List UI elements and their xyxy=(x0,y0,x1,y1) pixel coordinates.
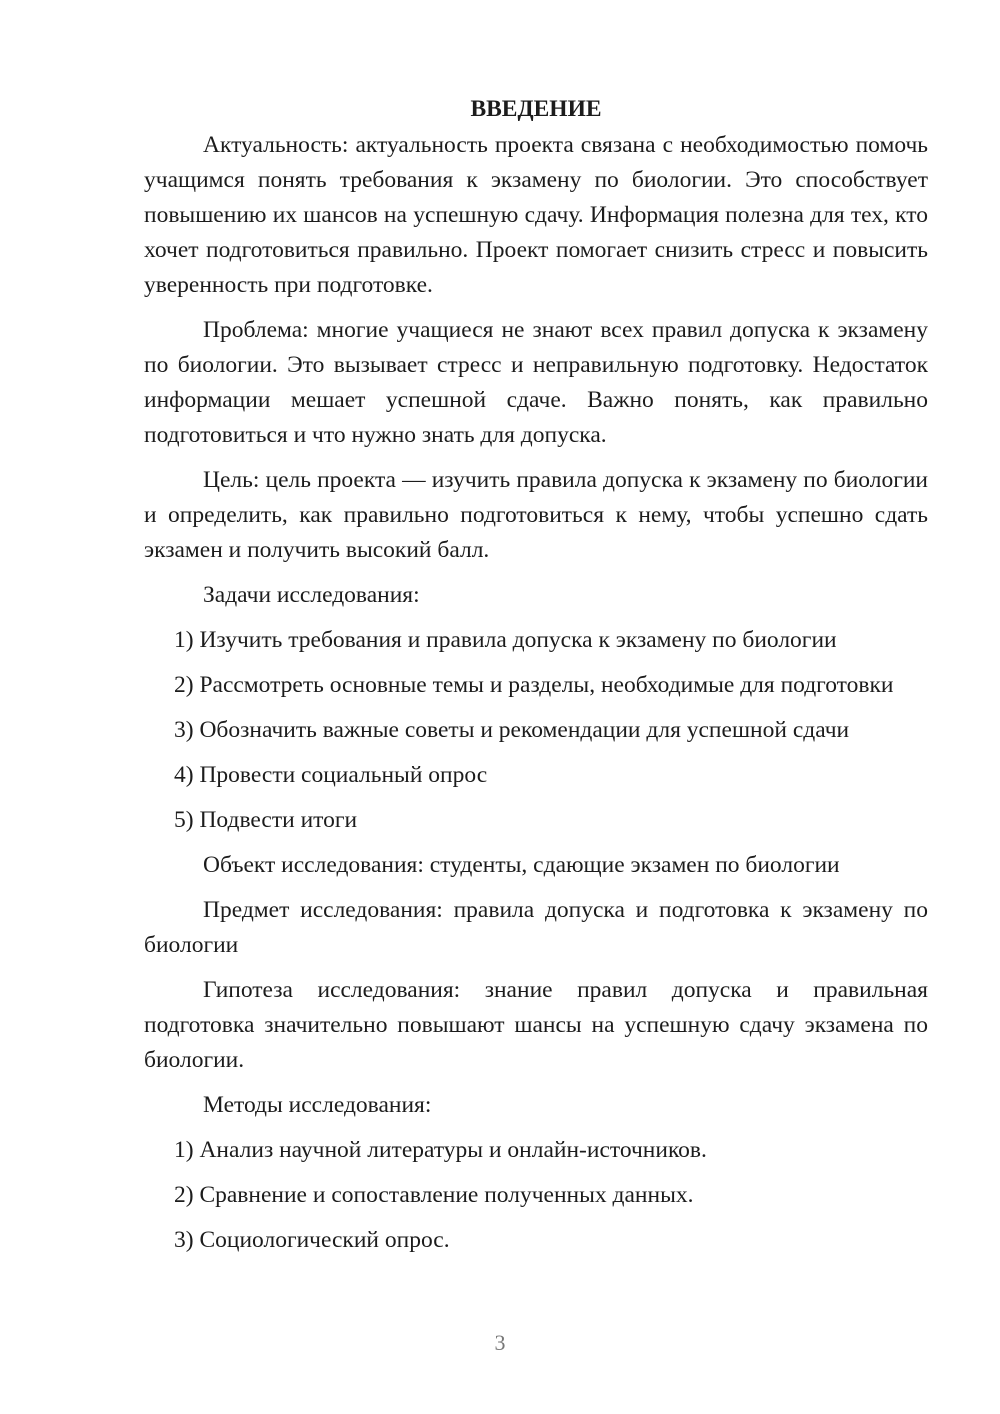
methods-heading: Методы исследования: xyxy=(203,1092,432,1118)
paragraph-subject: Предмет исследования: правила допуска и подготовка к экзамену по биологии xyxy=(144,897,928,958)
paragraph-goal: Цель: цель проекта — изучить правила допуска к экзамену по биологии и определить, как правильно подготовиться к нему, чтобы успешно сдать экзамен и получить высокий балл. xyxy=(144,467,928,563)
tasks-heading: Задачи исследования: xyxy=(203,582,420,608)
task-item-5: 5) Подвести итоги xyxy=(174,807,358,833)
method-item-3: 3) Социологический опрос. xyxy=(174,1227,450,1253)
task-item-2: 2) Рассмотреть основные темы и разделы, необходимые для подготовки xyxy=(174,672,894,698)
page-title: ВВЕДЕНИЕ xyxy=(470,96,602,122)
page-number: 3 xyxy=(494,1330,506,1355)
paragraph-relevance: Актуальность: актуальность проекта связана с необходимостью помочь учащимся понять требования к экзамену по биологии. Это способствует повышению их шансов на успешную сдачу. Информация полезна для тех, кто хочет подготовиться правильно. Проект помогает снизить стресс и повысить уверенность при подготовке. xyxy=(144,132,928,298)
task-item-4: 4) Провести социальный опрос xyxy=(174,762,488,788)
paragraph-hypothesis: Гипотеза исследования: знание правил допуска и правильная подготовка значительно повышают шансы на успешную сдачу экзамена по биологии. xyxy=(144,977,928,1073)
task-item-3: 3) Обозначить важные советы и рекомендации для успешной сдачи xyxy=(174,717,850,743)
paragraph-problem: Проблема: многие учащиеся не знают всех правил допуска к экзамену по биологии. Это вызывает стресс и неправильную подготовку. Недостаток информации мешает успешной сдаче. Важно понять, как правильно подготовиться и что нужно знать для допуска. xyxy=(144,317,928,448)
method-item-2: 2) Сравнение и сопоставление полученных данных. xyxy=(174,1182,694,1208)
document-body xyxy=(144,92,928,1268)
task-item-1: 1) Изучить требования и правила допуска к экзамену по биологии xyxy=(174,627,837,653)
method-item-1: 1) Анализ научной литературы и онлайн-источников. xyxy=(174,1137,707,1163)
paragraph-object: Объект исследования: студенты, сдающие экзамен по биологии xyxy=(203,852,840,878)
